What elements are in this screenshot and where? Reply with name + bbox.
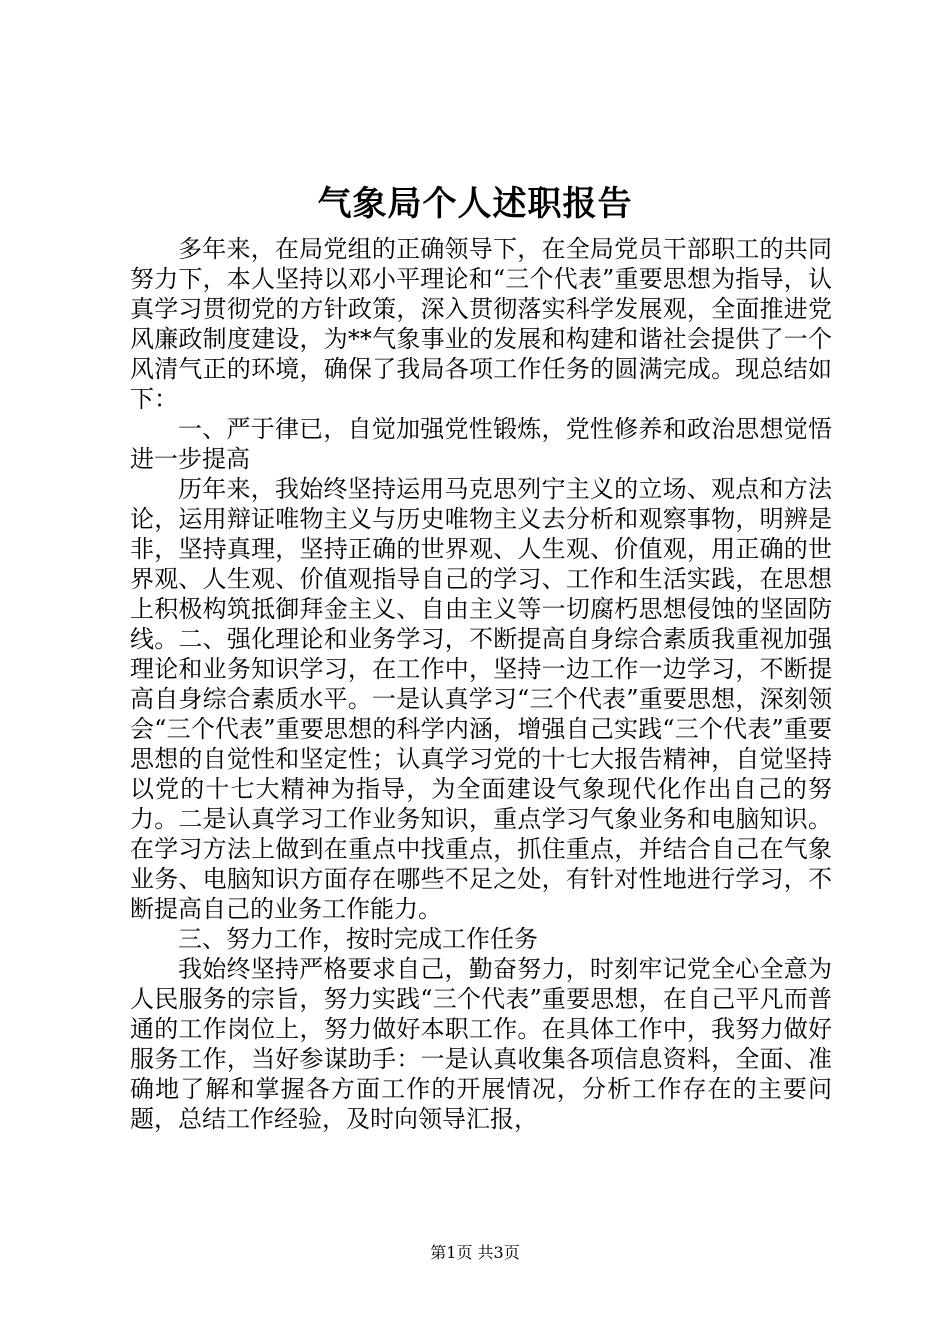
section-heading-1: 一、严于律已，自觉加强党性锻炼，党性修养和政治思想觉悟进一步提高 xyxy=(130,415,832,473)
section-heading-3: 三、努力工作，按时完成工作任务 xyxy=(178,925,538,953)
paragraph-section-3: 我始终坚持严格要求自己，勤奋努力，时刻牢记党全心全意为人民服务的宗旨，努力实践“三个代表”重要思想，在自己平凡而普通的工作岗位上，努力做好本职工作。在具体工作中，我努力做好服务工作，当好参谋助手：一是认真收集各项信息资料，全面、准确地了解和掌握各方面工作的开展情况，分析工作存在的主要问题，总结工作经验，及时向领导汇报， xyxy=(130,955,832,1133)
page-number-footer: 第1页 共3页 xyxy=(430,1243,520,1262)
paragraph-section-1: 历年来，我始终坚持运用马克思列宁主义的立场、观点和方法论，运用辩证唯物主义与历史唯物主义去分析和观察事物，明辨是非，坚持真理，坚持正确的世界观、人生观、价值观，用正确的世界观、人生观、价值观指导自己的学习、工作和生活实践，在思想上积极构筑抵御拜金主义、自由主义等一切腐朽思想侵蚀的坚固防线。二、强化理论和业务学习，不断提高自身综合素质我重视加强理论和业务知识学习，在工作中，坚持一边工作一边学习，不断提高自身综合素质水平。一是认真学习“三个代表”重要思想，深刻领会“三个代表”重要思想的科学内涵，增强自己实践“三个代表”重要思想的自觉性和坚定性；认真学习党的十七大报告精神，自觉坚持以党的十七大精神为指导，为全面建设气象现代化作出自己的努力。二是认真学习工作业务知识，重点学习气象业务和电脑知识。在学习方法上做到在重点中找重点，抓住重点，并结合自己在气象业务、电脑知识方面存在哪些不足之处，有针对性地进行学习，不断提高自己的业务工作能力。 xyxy=(130,475,832,923)
paragraph-intro: 多年来，在局党组的正确领导下，在全局党员干部职工的共同努力下，本人坚持以邓小平理论和“三个代表”重要思想为指导，认真学习贯彻党的方针政策，深入贯彻落实科学发展观，全面推进党风廉政制度建设，为**气象事业的发展和构建和谐社会提供了一个风清气正的环境，确保了我局各项工作任务的圆满完成。现总结如下： xyxy=(130,235,832,413)
document-title: 气象局个人述职报告 xyxy=(317,184,633,224)
document-body xyxy=(130,234,832,1134)
